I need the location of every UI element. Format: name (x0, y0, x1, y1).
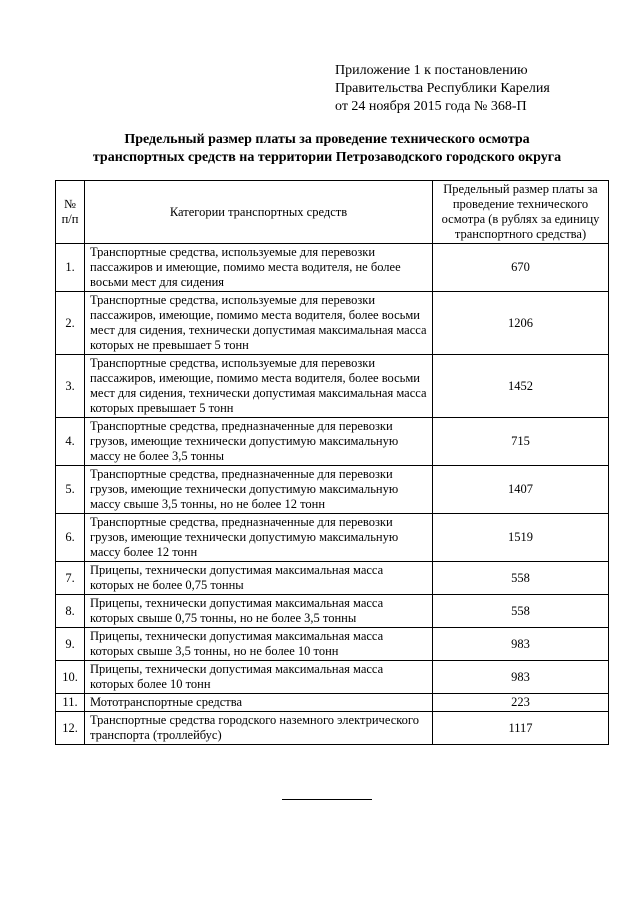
table-row (56, 418, 609, 466)
header-num: № п/п (56, 181, 85, 244)
row-fee: 558 (433, 562, 609, 595)
table-header-row (56, 181, 609, 244)
row-category: Транспортные средства городского наземного электрического транспорта (троллейбус) (85, 712, 433, 745)
row-fee: 1117 (433, 712, 609, 745)
appendix-line: Правительства Республики Карелия (335, 81, 550, 96)
row-fee: 1407 (433, 466, 609, 514)
header-fee: Предельный размер платы за проведение технического осмотра (в рублях за единицу транспортного средства) (433, 181, 609, 244)
row-num: 5. (56, 466, 85, 514)
row-fee: 983 (433, 628, 609, 661)
row-category: Транспортные средства, используемые для перевозки пассажиров, имеющие, помимо места водителя, более восьми мест для сидения, технически допустимая максимальная масса которых не превышает 5 тонн (85, 292, 433, 355)
table-row (56, 244, 609, 292)
row-category: Транспортные средства, предназначенные для перевозки грузов, имеющие технически допустимую максимальную массу не более 3,5 тонны (85, 418, 433, 466)
row-category: Транспортные средства, используемые для перевозки пассажиров, имеющие, помимо места водителя, более восьми мест для сидения, технически допустимая максимальная масса которых превышает 5 тонн (85, 355, 433, 418)
row-category: Мототранспортные средства (85, 694, 433, 712)
table-row (56, 595, 609, 628)
row-num: 6. (56, 514, 85, 562)
row-num: 8. (56, 595, 85, 628)
header-category: Категории транспортных средств (85, 181, 433, 244)
table-row (56, 694, 609, 712)
fees-table (55, 180, 609, 745)
appendix-line: Приложение 1 к постановлению (335, 63, 528, 78)
table-row (56, 466, 609, 514)
table-row (56, 562, 609, 595)
title-line: транспортных средств на территории Петрозаводского городского округа (92, 150, 562, 165)
row-fee: 670 (433, 244, 609, 292)
title-line: Предельный размер платы за проведение технического осмотра (124, 132, 530, 147)
row-category: Прицепы, технически допустимая максимальная масса которых более 10 тонн (85, 661, 433, 694)
row-num: 11. (56, 694, 85, 712)
row-num: 12. (56, 712, 85, 745)
row-num: 7. (56, 562, 85, 595)
row-num: 3. (56, 355, 85, 418)
row-num: 10. (56, 661, 85, 694)
row-category: Прицепы, технически допустимая максимальная масса которых свыше 0,75 тонны, но не более 3,5 тонны (85, 595, 433, 628)
row-num: 1. (56, 244, 85, 292)
appendix-line: от 24 ноября 2015 года № 368-П (335, 99, 527, 114)
row-fee: 1206 (433, 292, 609, 355)
row-fee: 1519 (433, 514, 609, 562)
table-row (56, 292, 609, 355)
row-category: Прицепы, технически допустимая максимальная масса которых свыше 3,5 тонны, но не более 10 тонн (85, 628, 433, 661)
row-fee: 983 (433, 661, 609, 694)
row-num: 2. (56, 292, 85, 355)
table-row (56, 712, 609, 745)
table-row (56, 514, 609, 562)
table-row (56, 628, 609, 661)
row-category: Транспортные средства, используемые для перевозки пассажиров и имеющие, помимо места водителя, не более восьми мест для сидения (85, 244, 433, 292)
row-num: 9. (56, 628, 85, 661)
row-category: Прицепы, технически допустимая максимальная масса которых не более 0,75 тонны (85, 562, 433, 595)
row-category: Транспортные средства, предназначенные для перевозки грузов, имеющие технически допустимую максимальную массу более 12 тонн (85, 514, 433, 562)
table-row (56, 355, 609, 418)
row-num: 4. (56, 418, 85, 466)
row-fee: 715 (433, 418, 609, 466)
appendix-note (335, 62, 550, 116)
footer-divider (282, 799, 372, 800)
document-title (40, 131, 614, 167)
table-row (56, 661, 609, 694)
row-fee: 223 (433, 694, 609, 712)
row-fee: 558 (433, 595, 609, 628)
row-category: Транспортные средства, предназначенные для перевозки грузов, имеющие технически допустимую максимальную массу свыше 3,5 тонны, но не более 12 тонн (85, 466, 433, 514)
row-fee: 1452 (433, 355, 609, 418)
